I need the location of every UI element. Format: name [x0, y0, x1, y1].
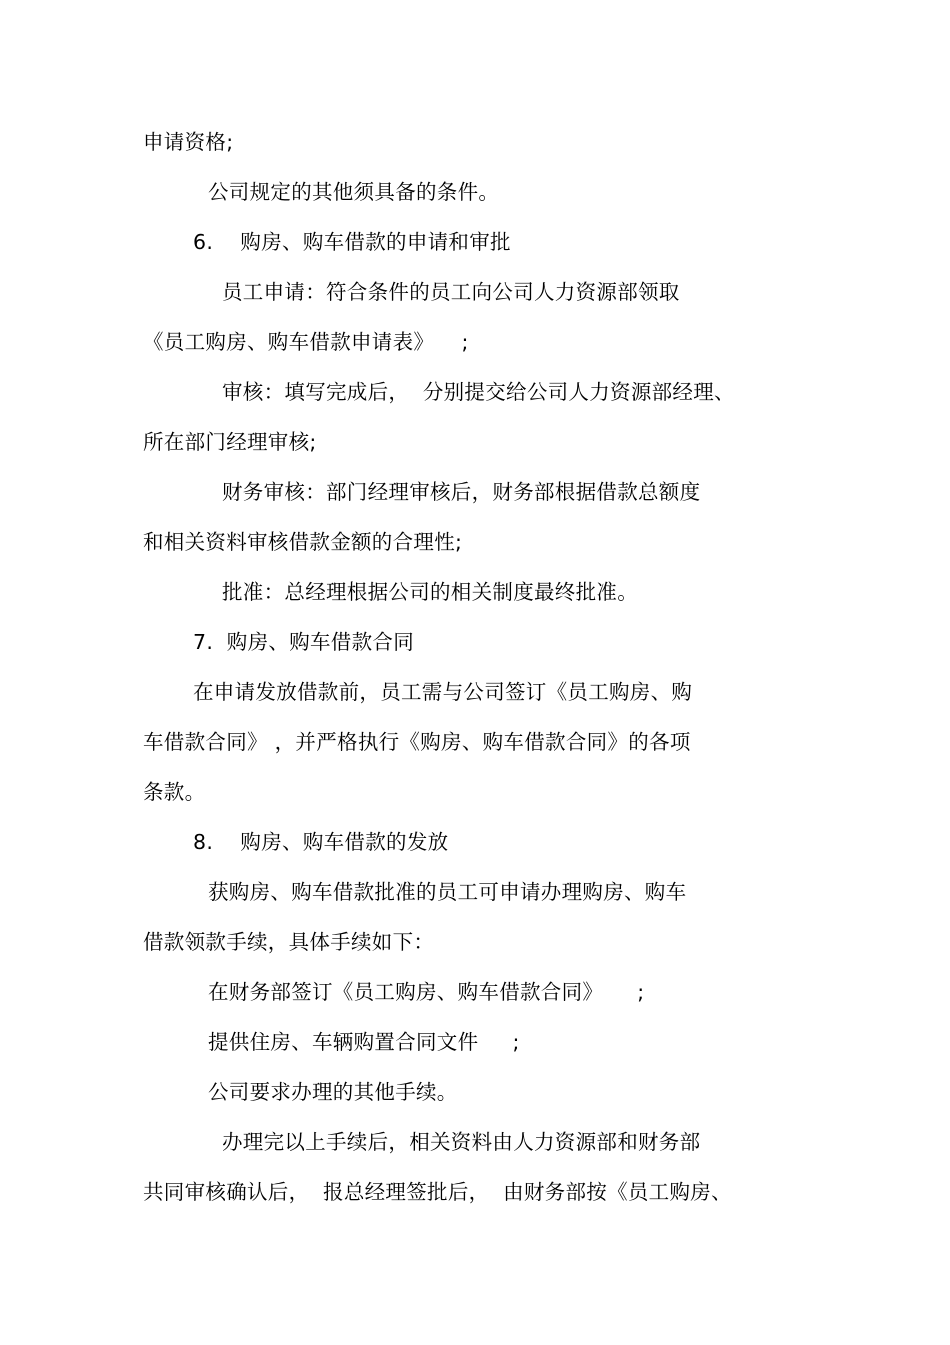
text-line: 在财务部签订《员工购房、购车借款合同》 ; — [208, 980, 645, 1004]
section-heading: 6. 购房、购车借款的申请和审批 — [193, 230, 511, 254]
text-line: 在申请发放借款前，员工需与公司签订《员工购房、购 — [193, 680, 693, 704]
text-line: 条款。 — [143, 780, 206, 804]
text-line: 公司规定的其他须具备的条件。 — [208, 180, 500, 204]
text-line: 借款领款手续，具体手续如下： — [143, 930, 435, 954]
section-heading: 7. 购房、购车借款合同 — [193, 630, 414, 654]
text-line: 批准：总经理根据公司的相关制度最终批准。 — [222, 580, 638, 604]
text-line: 共同审核确认后， 报总经理签批后， 由财务部按《员工购房、 — [143, 1180, 732, 1204]
text-line: 和相关资料审核借款金额的合理性; — [143, 530, 463, 554]
text-line: 员工申请：符合条件的员工向公司人力资源部领取 — [222, 280, 680, 304]
text-line: 提供住房、车辆购置合同文件 ; — [208, 1030, 520, 1054]
text-line: 所在部门经理审核; — [143, 430, 317, 454]
text-line: 获购房、购车借款批准的员工可申请办理购房、购车 — [208, 880, 687, 904]
text-line: 《员工购房、购车借款申请表》 ; — [143, 330, 469, 354]
text-line: 公司要求办理的其他手续。 — [208, 1080, 458, 1104]
text-line: 审核：填写完成后， 分别提交给公司人力资源部经理、 — [222, 380, 735, 404]
text-line: 财务审核：部门经理审核后，财务部根据借款总额度 — [222, 480, 701, 504]
text-line: 车借款合同》 ，并严格执行《购房、购车借款合同》的各项 — [143, 730, 691, 754]
text-line: 办理完以上手续后，相关资料由人力资源部和财务部 — [222, 1130, 701, 1154]
section-heading: 8. 购房、购车借款的发放 — [193, 830, 449, 854]
text-line: 申请资格; — [143, 130, 234, 154]
